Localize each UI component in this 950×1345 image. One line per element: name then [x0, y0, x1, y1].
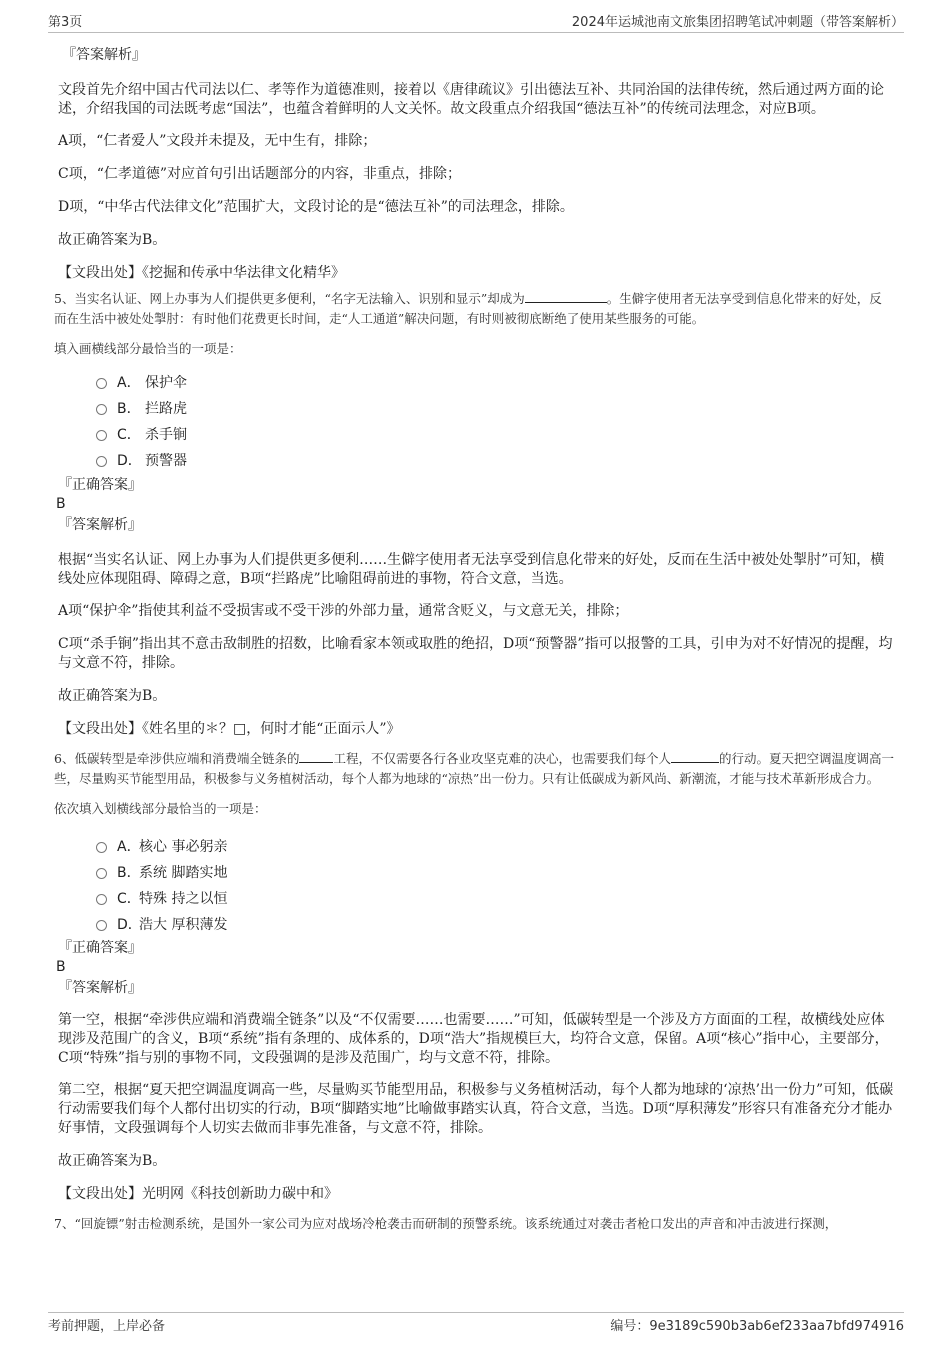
q6-source: 【文段出处】光明网《科技创新助力碳中和》: [58, 1186, 338, 1202]
q4-option-d-analysis: D项，“中华古代法律文化”范围扩大，文段讨论的是“德法互补”的司法理念，排除。: [58, 199, 574, 215]
q5-answer: B: [56, 496, 66, 512]
radio-button[interactable]: [96, 920, 107, 931]
q6-blank-1: [299, 750, 333, 763]
page-footer: [48, 1312, 904, 1335]
document-body: [54, 46, 894, 1234]
q4-final-answer: 故正确答案为B。: [58, 232, 167, 248]
q4-option-c-analysis: C项，“仁孝道德”对应首句引出话题部分的内容，非重点，排除；: [58, 166, 462, 182]
q6-analysis-blank-2: 第二空，根据“夏天把空调温度调高一些，尽量购买节能型用品，积极参与义务植树活动，每个人都为地球的‘凉热’出一份力”可知，低碳行动需要我们每个人都付出切实的行动，B项“脚踏实地”比喻做事踏实认真，符合文意，当选。D项“厚积薄发”形容只有准备充分才能办好事情，文段强调每个人切实去做而非事先准备，与文意不符，排除。: [58, 1082, 894, 1136]
q5-stem: [54, 289, 894, 329]
q6-analysis-label: 『答案解析』: [58, 980, 142, 996]
q6-prompt: 依次填入划横线部分最恰当的一项是：: [54, 801, 267, 816]
q5-prompt: 填入画横线部分最恰当的一项是：: [54, 341, 242, 356]
q6-option-b[interactable]: B． 系统 脚踏实地: [96, 859, 894, 885]
q5-option-b[interactable]: B． 拦路虎: [96, 395, 894, 421]
q6-option-d[interactable]: D． 浩大 厚积薄发: [96, 911, 894, 937]
q6-options: [96, 833, 894, 937]
radio-button[interactable]: [96, 378, 107, 389]
q4-source: 【文段出处】《挖掘和传承中华法律文化精华》: [58, 265, 345, 281]
q5-options: [96, 369, 894, 473]
radio-button[interactable]: [96, 868, 107, 879]
q5-final-answer: 故正确答案为B。: [58, 688, 167, 704]
q5-analysis: 根据“当实名认证、网上办事为人们提供更多便利……生僻字使用者无法享受到信息化带来的好处，反而在生活中被处处掣肘”可知，横线处应体现阻碍、障碍之意，B项“拦路虎”比喻阻碍前进的事物，符合文意，当选。: [58, 552, 885, 587]
q5-option-c[interactable]: C． 杀手锏: [96, 421, 894, 447]
radio-button[interactable]: [96, 430, 107, 441]
radio-button[interactable]: [96, 842, 107, 853]
q5-answer-label: 『正确答案』: [58, 477, 142, 493]
q6-final-answer: 故正确答案为B。: [58, 1153, 167, 1169]
q5-analysis-label: 『答案解析』: [58, 517, 142, 533]
document-code: 编号：9e3189c590b3ab6ef233aa7bfd974916: [610, 1318, 904, 1334]
q5-stem-part2: 。生僻字使用者无法享受到信息化带来的好处，反而在生活中被处处掣肘：有时他们花费更长时间，走“人工通道”解决问题，有时则被彻底断绝了使用某些服务的可能。: [54, 291, 882, 326]
document-title: 2024年运城池南文旅集团招聘笔试冲刺题（带答案解析）: [571, 14, 904, 30]
q6-stem: 6、低碳转型是牵涉供应端和消费端全链条的 工程，不仅需要各行各业攻坚克难的决心，也需要我们每个人 的行动。夏天把空调温度调高一些，尽量购买节能型用品，积极参与义务植树活动，每个人都为地球的“凉热”出一份力。只有让低碳成为新风尚、新潮流，才能与技术革新形成合力。: [54, 751, 894, 786]
page-header: [48, 8, 904, 33]
radio-button[interactable]: [96, 894, 107, 905]
q6-option-c[interactable]: C． 特殊 持之以恒: [96, 885, 894, 911]
footer-slogan: 考前押题，上岸必备: [48, 1318, 166, 1334]
q5-option-cd-analysis: C项“杀手锏”指出其不意击敌制胜的招数，比喻看家本领或取胜的绝招，D项“预警器”指可以报警的工具，引申为对不好情况的提醒，均与文意不符，排除。: [58, 636, 893, 671]
q5-option-a[interactable]: A． 保护伞: [96, 369, 894, 395]
q6-answer-label: 『正确答案』: [58, 940, 142, 956]
q6-analysis-blank-1: 第一空，根据“牵涉供应端和消费端全链条”以及“不仅需要……也需要……”可知，低碳转型是一个涉及方方面面的工程，故横线处应体现涉及范围广的含义，B项“系统”指有条理的、成体系的，D项“浩大”指规模巨大，均符合文意，保留。A项“核心”指中心，主要部分，C项“特殊”指与别的事物不同，文段强调的是涉及范围广，均与文意不符，排除。: [58, 1012, 889, 1066]
q4-analysis: 文段首先介绍中国古代司法以仁、孝等作为道德准则，接着以《唐律疏议》引出德法互补、共同治国的法律传统，然后通过两方面的论述，介绍我国的司法既考虑“国法”，也蕴含着鲜明的人文关怀。故文段重点介绍我国“德法互补”的传统司法理念，对应B项。: [58, 82, 884, 117]
q5-option-d[interactable]: D． 预警器: [96, 447, 894, 473]
radio-button[interactable]: [96, 456, 107, 467]
q6-option-a[interactable]: A． 核心 事必躬亲: [96, 833, 894, 859]
page-number: 第3页: [48, 14, 83, 30]
q6-blank-2: [671, 750, 719, 763]
q5-stem-part1: 5、当实名认证、网上办事为人们提供更多便利，“名字无法输入、识别和显示”却成为: [54, 291, 525, 306]
radio-button[interactable]: [96, 404, 107, 415]
q5-source: 【文段出处】《姓名里的＊？□，何时才能“正面示人”》: [58, 721, 401, 737]
q5-option-a-analysis: A项“保护伞”指使其利益不受损害或不受干涉的外部力量，通常含贬义，与文意无关，排除；: [58, 603, 629, 619]
q7-stem: 7、“回旋镖”射击检测系统，是国外一家公司为应对战场冷枪袭击而研制的预警系统。该系统通过对袭击者枪口发出的声音和冲击波进行探测，: [54, 1216, 838, 1231]
q4-analysis-label: 『答案解析』: [62, 47, 146, 63]
q5-blank: [525, 290, 607, 303]
q6-answer: B: [56, 959, 66, 975]
q4-option-a-analysis: A项，“仁者爱人”文段并未提及，无中生有，排除；: [58, 133, 377, 149]
